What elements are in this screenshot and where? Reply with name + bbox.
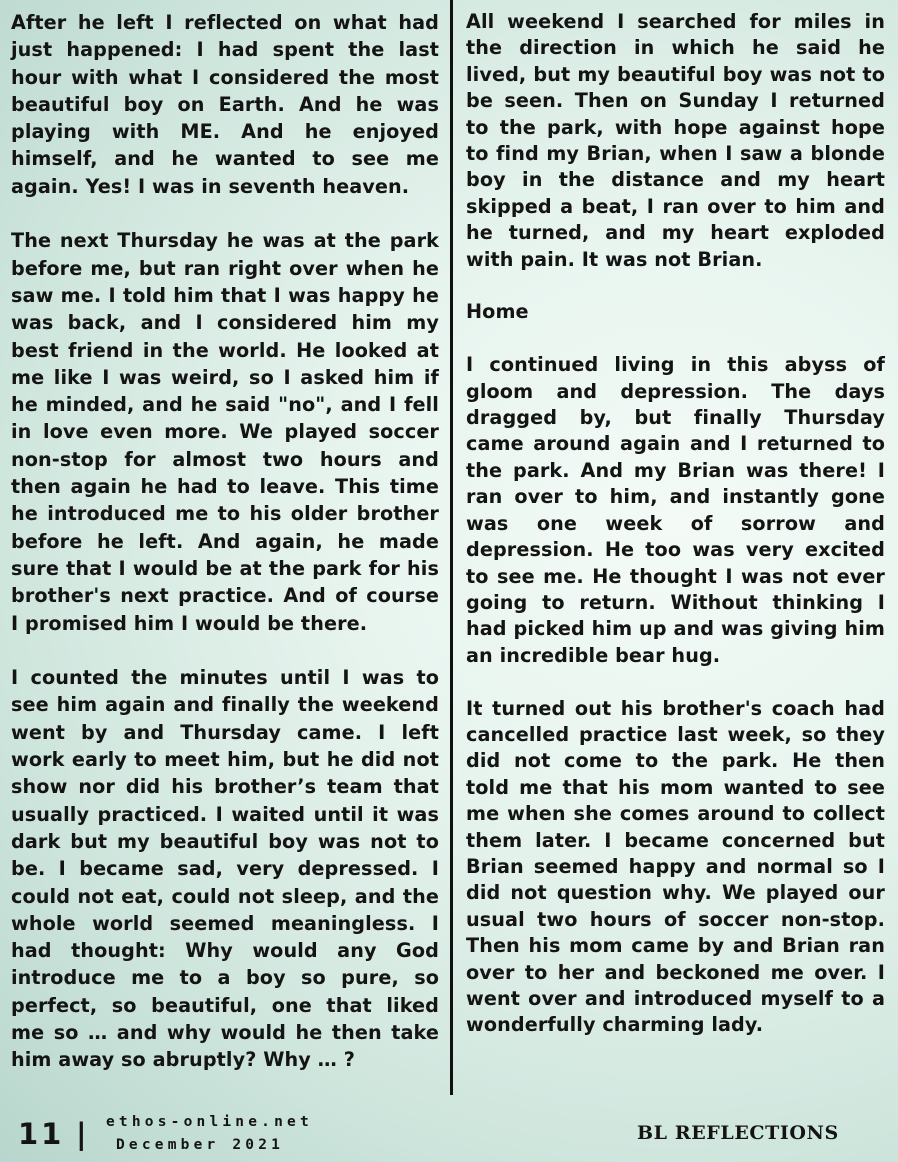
paragraph: After he left I reflected on what had just happened: I had spent the last hour with what I considered the most beautiful boy on Earth. And he was playing with ME. And he enjoyed himself, and he wanted to see me again. Yes! I was in seventh heaven. xyxy=(11,11,439,198)
issue-date: December 2021 xyxy=(116,1137,285,1153)
paragraph: It turned out his brother's coach had cancelled practice last week, so they did not come to the park. He then told me that his mom wanted to see me when she comes around to collect them later. I became concerned but Brian seemed happy and normal so I did not question why. We played our usual two hours of soccer non-stop. Then his mom came by and Brian ran over to her and beckoned me over. I went over and introduced myself to a wonderfully charming lady. xyxy=(466,696,885,1037)
column-divider xyxy=(450,0,453,1095)
paragraph: I counted the minutes until I was to see him again and finally the weekend went by and Thursday came. I left work early to meet him, but he did not show nor did his brother’s team that usually practiced. I waited until it was dark but my beautiful boy was not to be. I became sad, very depressed. I could not eat, could not sleep, and the whole world seemed meaningless. I had thought: Why would any God introduce me to a boy so pure, so perfect, so beautiful, one that liked me so … and why would he then take him away so abruptly? Why … ? xyxy=(11,666,439,1072)
paragraph: The next Thursday he was at the park before me, but ran right over when he saw me. I told him that I was happy he was back, and I considered him my best friend in the world. He looked at me like I was weird, so I asked him if he minded, and he said "no", and I fell in love even more. We played soccer non-stop for almost two hours and then again he had to leave. This time he introduced me to his older brother before he left. And again, he made sure that I would be at the park for his brother's next practice. And of course I promised him I would be there. xyxy=(11,229,439,635)
paragraph: I continued living in this abyss of gloom and depression. The days dragged by, but finally Thursday came around again and I returned to the park. And my Brian was there! I ran over to him, and instantly gone was one week of sorrow and depression. He too was very excited to see me. He thought I was not ever going to return. Without thinking I had picked him up and was giving him an incredible bear hug. xyxy=(466,353,885,667)
section-heading: Home xyxy=(466,300,529,324)
right-column xyxy=(466,9,885,1065)
page-number: 11 xyxy=(18,1117,65,1151)
paragraph: All weekend I searched for miles in the direction in which he said he lived, but my beautiful boy was not to be seen. Then on Sunday I returned to the park, with hope against hope to find my Brian, when I saw a blonde boy in the distance and my heart skipped a beat, I ran over to him and he turned, and my heart exploded with pain. It was not Brian. xyxy=(466,10,885,271)
footer-separator: | xyxy=(76,1117,87,1151)
section-title: BL REFLECTIONS xyxy=(637,1122,839,1144)
left-column xyxy=(11,9,439,1101)
site-name: ethos-online.net xyxy=(106,1114,313,1130)
